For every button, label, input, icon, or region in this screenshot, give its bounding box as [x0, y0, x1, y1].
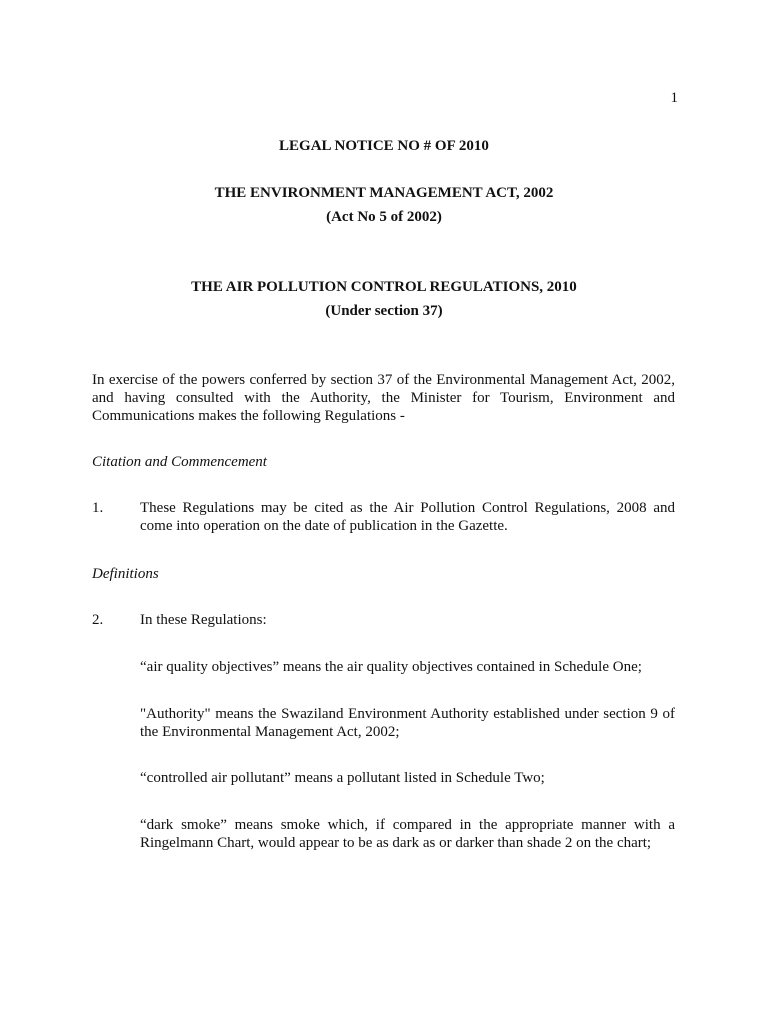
clause-text: These Regulations may be cited as the Air Pollution Control Regulations, 2008 and come into operation on the date of publication in the Gazette. — [140, 500, 675, 534]
clause-number: 2. — [92, 612, 104, 628]
regulations-title-heading: THE AIR POLLUTION CONTROL REGULATIONS, 2010 — [191, 279, 577, 295]
definition-dark-smoke: “dark smoke” means smoke which, if compared in the appropriate manner with a Ringelmann Chart, would appear to be as dark as or darker than shade 2 on the chart; — [140, 817, 675, 851]
act-title-heading: THE ENVIRONMENT MANAGEMENT ACT, 2002 — [214, 185, 554, 201]
definitions-section-title: Definitions — [92, 566, 159, 582]
clause-text: In these Regulations: — [140, 612, 267, 628]
preamble-paragraph: In exercise of the powers conferred by section 37 of the Environmental Management Act, 2002, and having consulted with the Authority, the Minister for Tourism, Environment and Communications makes the following Regulations - — [92, 372, 675, 424]
clause-number: 1. — [92, 500, 104, 516]
definition-air-quality-objectives: “air quality objectives” means the air quality objectives contained in Schedule One; — [140, 659, 642, 675]
page-number: 1 — [670, 90, 678, 106]
citation-section-title: Citation and Commencement — [92, 454, 267, 470]
act-number-heading: (Act No 5 of 2002) — [326, 209, 442, 225]
under-section-heading: (Under section 37) — [325, 303, 443, 319]
definition-controlled-air-pollutant: “controlled air pollutant” means a pollutant listed in Schedule Two; — [140, 770, 545, 786]
legal-notice-heading: LEGAL NOTICE NO # OF 2010 — [279, 138, 489, 154]
definition-authority: "Authority" means the Swaziland Environment Authority established under section 9 of the Environmental Management Act, 2002; — [140, 706, 675, 740]
